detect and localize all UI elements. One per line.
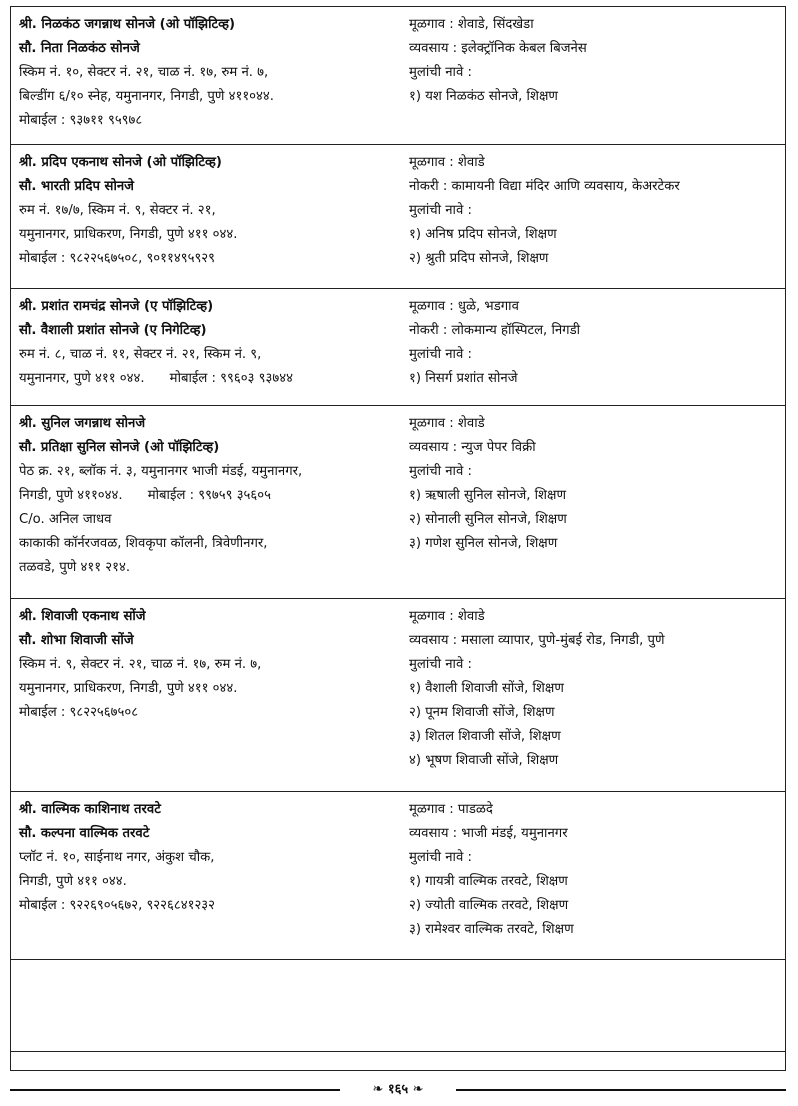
husband-name: श्री. वाल्मिक काशिनाथ तरवटे bbox=[19, 802, 161, 817]
child-item: १) वैशाली शिवाजी सोंजे, शिक्षण bbox=[409, 681, 564, 696]
page-footer bbox=[10, 1080, 786, 1100]
child-item: २) सोनाली सुनिल सोनजे, शिक्षण bbox=[409, 512, 567, 527]
address-line: काकाकी कॉर्नरजवळ, शिवकृपा कॉलनी, त्रिवेणीनगर, bbox=[19, 536, 268, 551]
child-item: १) गायत्री वाल्मिक तरवटे, शिक्षण bbox=[409, 874, 568, 889]
child-item: १) ऋषाली सुनिल सोनजे, शिक्षण bbox=[409, 488, 567, 503]
contact-column bbox=[19, 605, 403, 725]
address-line: पेठ क्र. २१, ब्लॉक नं. ३, यमुनानगर भाजी मंडई, यमुनानगर, bbox=[19, 464, 303, 479]
occupation: नोकरी : कामायनी विद्या मंदिर आणि व्यवसाय, केअरटेकर bbox=[409, 179, 680, 194]
child-item: ४) भूषण शिवाजी सोंजे, शिक्षण bbox=[409, 753, 559, 768]
husband-name: श्री. प्रशांत रामचंद्र सोनजे (ए पॉझिटिव्ह) bbox=[19, 299, 214, 314]
wife-name: सौ. भारती प्रदिप सोनजे bbox=[19, 179, 134, 194]
mobile-line: मोबाईल : ९८२२५६७५०८, ९०११४९५९२९ bbox=[19, 251, 216, 266]
husband-name: श्री. प्रदिप एकनाथ सोनजे (ओ पॉझिटिव्ह) bbox=[19, 155, 222, 170]
contact-column bbox=[19, 295, 403, 391]
child-item: २) श्रुती प्रदिप सोनजे, शिक्षण bbox=[409, 251, 549, 266]
mobile-line: मोबाईल : ९८२२५६७५०८ bbox=[19, 705, 139, 720]
address-line: स्किम नं. १०, सेक्टर नं. २१, चाळ नं. १७, रुम नं. ७, bbox=[19, 65, 269, 80]
native-place: मूळगाव : धुळे, भडगाव bbox=[409, 299, 519, 314]
family-entry bbox=[11, 289, 785, 406]
details-column bbox=[409, 798, 779, 942]
children-heading: मुलांची नावे : bbox=[409, 347, 472, 362]
address-line: तळवडे, पुणे ४११ २१४. bbox=[19, 560, 131, 575]
empty-entry bbox=[11, 960, 785, 1052]
child-item: १) निसर्ग प्रशांत सोनजे bbox=[409, 371, 518, 386]
child-item: ३) शितल शिवाजी सोंजे, शिक्षण bbox=[409, 729, 561, 744]
occupation: व्यवसाय : इलेक्ट्रॉनिक केबल बिजनेस bbox=[409, 41, 587, 56]
wife-name: सौ. कल्पना वाल्मिक तरवटे bbox=[19, 826, 150, 841]
mobile-line: मोबाईल : ९२२६९०५६७२, ९२२६८४१२३२ bbox=[19, 898, 216, 913]
children-heading: मुलांची नावे : bbox=[409, 65, 472, 80]
husband-name: श्री. शिवाजी एकनाथ सोंजे bbox=[19, 609, 146, 624]
family-entry bbox=[11, 406, 785, 599]
address-line: प्लॉट नं. १०, साईनाथ नगर, अंकुश चौक, bbox=[19, 850, 215, 865]
ornament-left-icon: ❧ bbox=[372, 1082, 388, 1097]
address-line: यमुनानगर, प्राधिकरण, निगडी, पुणे ४११ ०४४. bbox=[19, 681, 238, 696]
directory-table bbox=[10, 6, 786, 1071]
address-line: रुम नं. ८, चाळ नं. ११, सेक्टर नं. २१, स्किम नं. ९, bbox=[19, 347, 262, 362]
address-line: निगडी, पुणे ४११ ०४४. bbox=[19, 874, 127, 889]
page-number-text: १६५ bbox=[387, 1082, 409, 1097]
page-number bbox=[348, 1080, 448, 1100]
native-place: मूळगाव : पाडळदे bbox=[409, 802, 493, 817]
mobile-line: मोबाईल : ९३७११ ९५९७८ bbox=[19, 113, 143, 128]
wife-name: सौ. वैशाली प्रशांत सोनजे (ए निगेटिव्ह) bbox=[19, 323, 207, 338]
details-column bbox=[409, 295, 779, 391]
child-item: ३) रामेश्वर वाल्मिक तरवटे, शिक्षण bbox=[409, 922, 574, 937]
children-heading: मुलांची नावे : bbox=[409, 464, 472, 479]
occupation: नोकरी : लोकमान्य हॉस्पिटल, निगडी bbox=[409, 323, 581, 338]
address-line: बिल्डींग ६/१० स्नेह, यमुनानगर, निगडी, पुणे ४११०४४. bbox=[19, 89, 274, 104]
child-item: १) यश निळकंठ सोनजे, शिक्षण bbox=[409, 89, 558, 104]
address-line: यमुनानगर, प्राधिकरण, निगडी, पुणे ४११ ०४४. bbox=[19, 227, 238, 242]
child-item: ३) गणेश सुनिल सोनजे, शिक्षण bbox=[409, 536, 558, 551]
family-entry bbox=[11, 599, 785, 792]
family-entry bbox=[11, 7, 785, 145]
native-place: मूळगाव : शेवाडे, सिंदखेडा bbox=[409, 17, 534, 32]
occupation: व्यवसाय : मसाला व्यापार, पुणे-मुंबई रोड, निगडी, पुणे bbox=[409, 633, 665, 648]
address-mobile-line: निगडी, पुणे ४११०४४. मोबाईल : ९९७५९ ३५६०५ bbox=[19, 488, 271, 503]
wife-name: सौ. प्रतिक्षा सुनिल सोनजे (ओ पॉझिटिव्ह) bbox=[19, 440, 220, 455]
ornament-right-icon: ❧ bbox=[408, 1082, 424, 1097]
footer-rule-right bbox=[456, 1089, 786, 1091]
details-column bbox=[409, 13, 779, 109]
children-heading: मुलांची नावे : bbox=[409, 203, 472, 218]
children-heading: मुलांची नावे : bbox=[409, 657, 472, 672]
husband-name: श्री. निळकंठ जगन्नाथ सोनजे (ओ पॉझिटिव्ह) bbox=[19, 17, 235, 32]
native-place: मूळगाव : शेवाडे bbox=[409, 155, 485, 170]
details-column bbox=[409, 151, 779, 271]
details-column bbox=[409, 412, 779, 556]
care-of-line: C/o. अनिल जाधव bbox=[19, 512, 112, 527]
footer-rule-left bbox=[10, 1089, 340, 1091]
husband-name: श्री. सुनिल जगन्नाथ सोनजे bbox=[19, 416, 146, 431]
address-mobile-line: यमुनानगर, पुणे ४११ ०४४. मोबाईल : ९९६०३ ९३७४४ bbox=[19, 371, 293, 386]
details-column bbox=[409, 605, 779, 773]
native-place: मूळगाव : शेवाडे bbox=[409, 609, 485, 624]
children-heading: मुलांची नावे : bbox=[409, 850, 472, 865]
native-place: मूळगाव : शेवाडे bbox=[409, 416, 485, 431]
contact-column bbox=[19, 13, 403, 133]
address-line: स्किम नं. ९, सेक्टर नं. २१, चाळ नं. १७, रुम नं. ७, bbox=[19, 657, 262, 672]
family-entry bbox=[11, 145, 785, 289]
child-item: २) पूनम शिवाजी सोंजे, शिक्षण bbox=[409, 705, 555, 720]
child-item: १) अनिष प्रदिप सोनजे, शिक्षण bbox=[409, 227, 557, 242]
contact-column bbox=[19, 412, 403, 580]
address-line: रुम नं. १७/७, स्किम नं. ९, सेक्टर नं. २१, bbox=[19, 203, 216, 218]
contact-column bbox=[19, 151, 403, 271]
occupation: व्यवसाय : न्युज पेपर विक्री bbox=[409, 440, 536, 455]
wife-name: सौ. निता निळकंठ सोनजे bbox=[19, 41, 140, 56]
family-entry bbox=[11, 792, 785, 960]
wife-name: सौ. शोभा शिवाजी सोंजे bbox=[19, 633, 134, 648]
occupation: व्यवसाय : भाजी मंडई, यमुनानगर bbox=[409, 826, 568, 841]
child-item: २) ज्योती वाल्मिक तरवटे, शिक्षण bbox=[409, 898, 569, 913]
contact-column bbox=[19, 798, 403, 918]
